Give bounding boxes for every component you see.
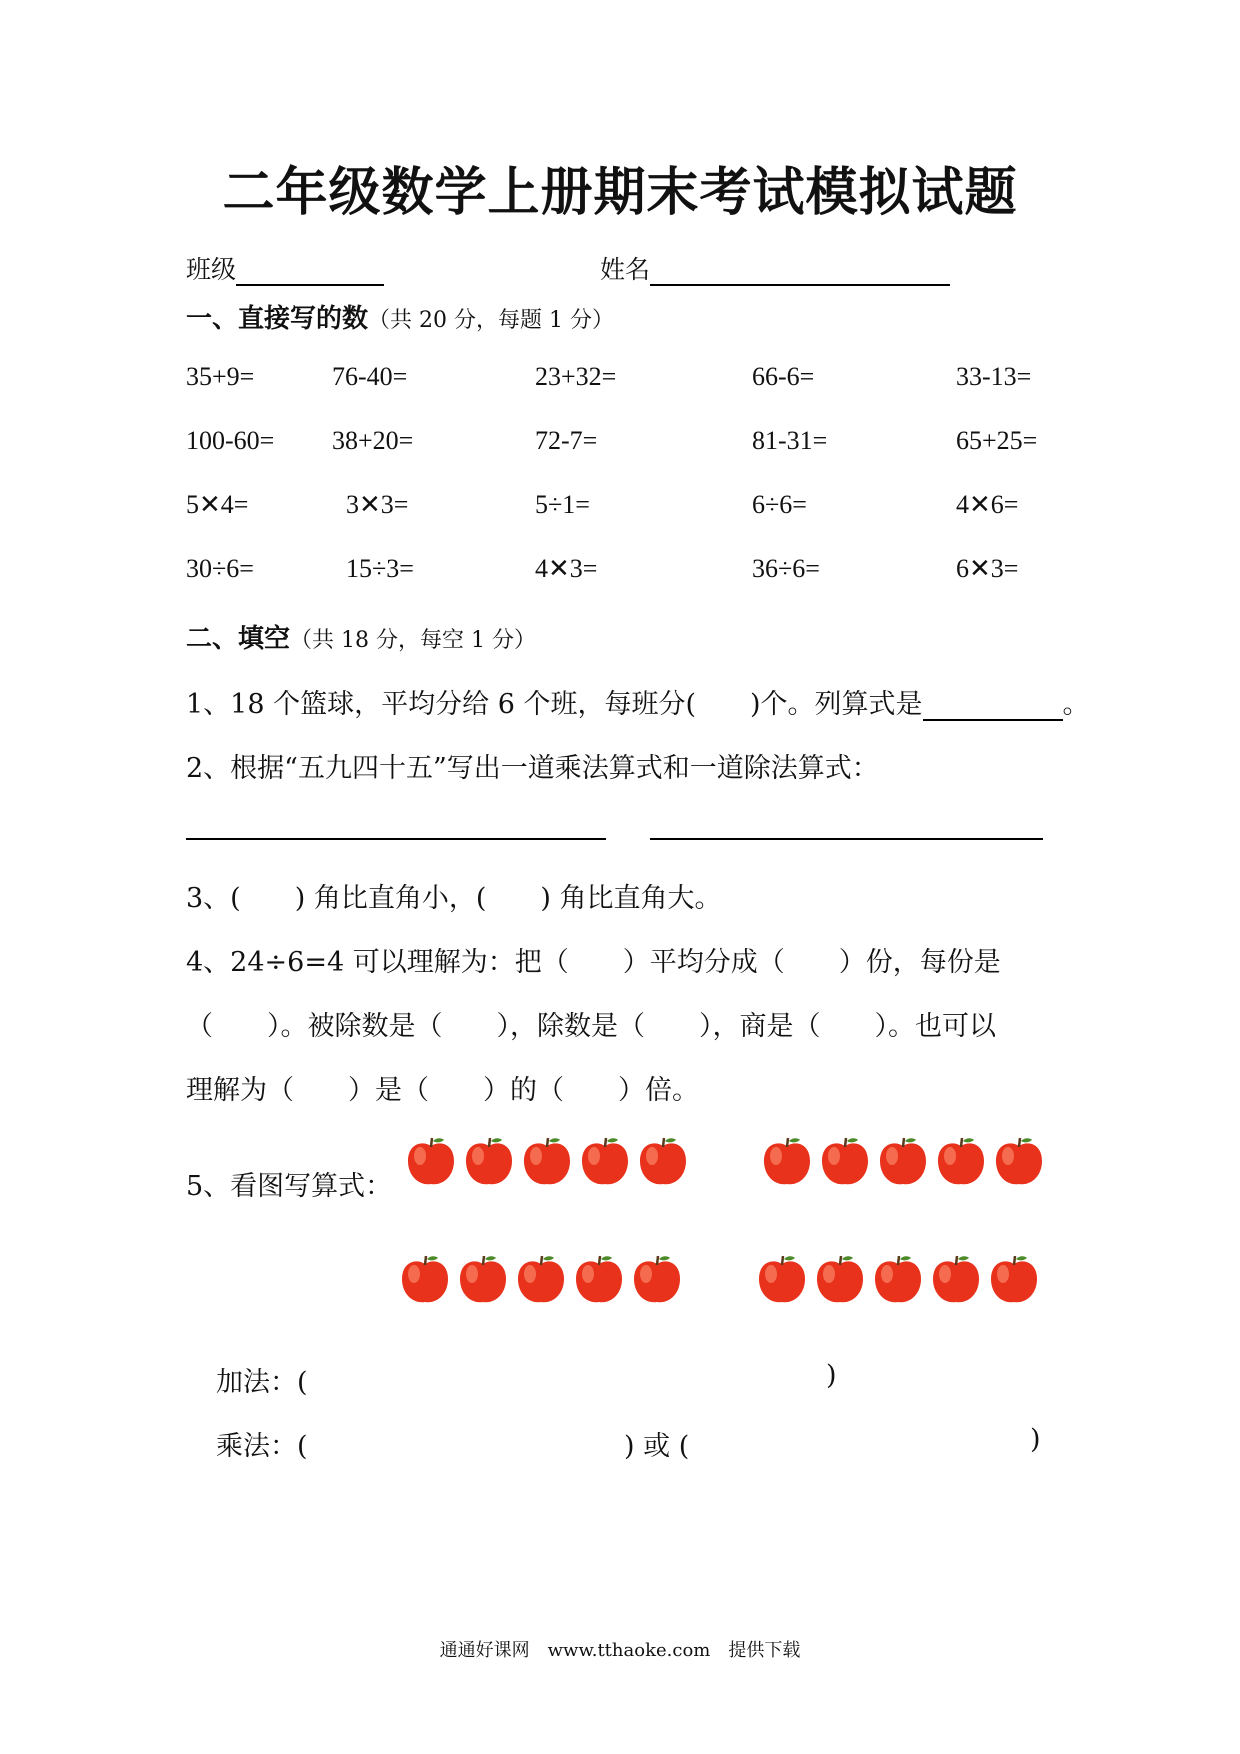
equation: 30÷6= bbox=[186, 554, 254, 583]
equation: 23+32= bbox=[535, 362, 617, 391]
apple-icon bbox=[871, 1252, 925, 1306]
multiplication-or: ) 或 ( bbox=[624, 1431, 690, 1462]
equation: 66-6= bbox=[752, 362, 815, 391]
question-5: 5、看图写算式： bbox=[186, 1171, 393, 1202]
section2-note: （共 18 分，每空 1 分） bbox=[290, 628, 536, 653]
section2-heading: 二、填空 bbox=[186, 624, 291, 654]
name-label: 姓名 bbox=[600, 255, 651, 284]
apple-icon bbox=[818, 1134, 872, 1188]
question-3: 3、( ) 角比直角小，( ) 角比直角大。 bbox=[186, 883, 722, 914]
apple-icon bbox=[398, 1252, 452, 1306]
apple-icon bbox=[404, 1134, 458, 1188]
apple-icon bbox=[462, 1134, 516, 1188]
class-label: 班级 bbox=[186, 255, 237, 284]
apple-icon bbox=[520, 1134, 574, 1188]
equation: 5÷1= bbox=[535, 490, 590, 519]
addition-end: ) bbox=[826, 1360, 837, 1391]
equation: 4✕6= bbox=[956, 490, 1019, 519]
apple-icon bbox=[760, 1134, 814, 1188]
multiplication-answer-space-2[interactable] bbox=[720, 1424, 1010, 1458]
apple-icon bbox=[929, 1252, 983, 1306]
equation: 15÷3= bbox=[346, 554, 414, 583]
apple-group bbox=[398, 1252, 684, 1306]
multiplication-label: 乘法：( bbox=[216, 1431, 308, 1462]
name-blank[interactable] bbox=[650, 256, 950, 286]
class-field bbox=[186, 250, 384, 286]
apple-icon bbox=[636, 1134, 690, 1188]
question-4-line-1: 4、24÷6=4 可以理解为：把（ ）平均分成（ ）份，每份是 bbox=[186, 947, 1001, 978]
equation: 5✕4= bbox=[186, 490, 249, 519]
apple-group bbox=[760, 1134, 1046, 1188]
equation: 33-13= bbox=[956, 362, 1032, 391]
equation: 3✕3= bbox=[346, 490, 409, 519]
apple-icon bbox=[876, 1134, 930, 1188]
section2-heading-line bbox=[186, 618, 536, 655]
apple-icon bbox=[572, 1252, 626, 1306]
answer-line-division[interactable] bbox=[650, 838, 1043, 840]
equation: 65+25= bbox=[956, 426, 1038, 455]
question-1-blank[interactable] bbox=[923, 689, 1063, 721]
apple-icon bbox=[755, 1252, 809, 1306]
section1-heading: 一、直接写的数 bbox=[186, 304, 369, 334]
apple-icon bbox=[578, 1134, 632, 1188]
question-4-line-2: （ ）。被除数是（ ），除数是（ ），商是（ ）。也可以 bbox=[186, 1011, 996, 1042]
section1-heading-line bbox=[186, 298, 614, 335]
answer-line-multiplication[interactable] bbox=[186, 838, 606, 840]
addition-answer-space[interactable] bbox=[320, 1360, 810, 1394]
page-title: 二年级数学上册期末考试模拟试题 bbox=[222, 162, 1018, 223]
apple-icon bbox=[992, 1134, 1046, 1188]
apple-group bbox=[404, 1134, 690, 1188]
apple-icon bbox=[987, 1252, 1041, 1306]
equation: 100-60= bbox=[186, 426, 275, 455]
equation: 81-31= bbox=[752, 426, 828, 455]
apple-icon bbox=[630, 1252, 684, 1306]
equation: 72-7= bbox=[535, 426, 598, 455]
apple-icon bbox=[813, 1252, 867, 1306]
equation: 36÷6= bbox=[752, 554, 820, 583]
multiplication-answer-space-1[interactable] bbox=[320, 1424, 610, 1458]
apple-group bbox=[755, 1252, 1041, 1306]
equation: 6✕3= bbox=[956, 554, 1019, 583]
apple-icon bbox=[514, 1252, 568, 1306]
question-1 bbox=[186, 682, 1090, 721]
equation: 6÷6= bbox=[752, 490, 807, 519]
question-1-text: 1、18 个篮球，平均分给 6 个班，每班分( )个。列算式是 bbox=[186, 689, 923, 720]
section1-note: （共 20 分，每题 1 分） bbox=[368, 308, 614, 333]
apple-icon bbox=[456, 1252, 510, 1306]
equation: 4✕3= bbox=[535, 554, 598, 583]
question-1-end: 。 bbox=[1062, 689, 1090, 720]
equation: 35+9= bbox=[186, 362, 255, 391]
multiplication-end: ) bbox=[1030, 1424, 1041, 1455]
apple-icon bbox=[934, 1134, 988, 1188]
name-field bbox=[600, 250, 950, 286]
equation: 38+20= bbox=[332, 426, 414, 455]
question-4-line-3: 理解为（ ）是（ ）的（ ）倍。 bbox=[186, 1075, 699, 1106]
addition-label: 加法：( bbox=[216, 1367, 308, 1398]
question-2: 2、根据“五九四十五”写出一道乘法算式和一道除法算式： bbox=[186, 753, 879, 784]
footer-credit: 通通好课网 www.tthaoke.com 提供下载 bbox=[439, 1640, 801, 1661]
equation: 76-40= bbox=[332, 362, 408, 391]
class-blank[interactable] bbox=[236, 256, 384, 286]
